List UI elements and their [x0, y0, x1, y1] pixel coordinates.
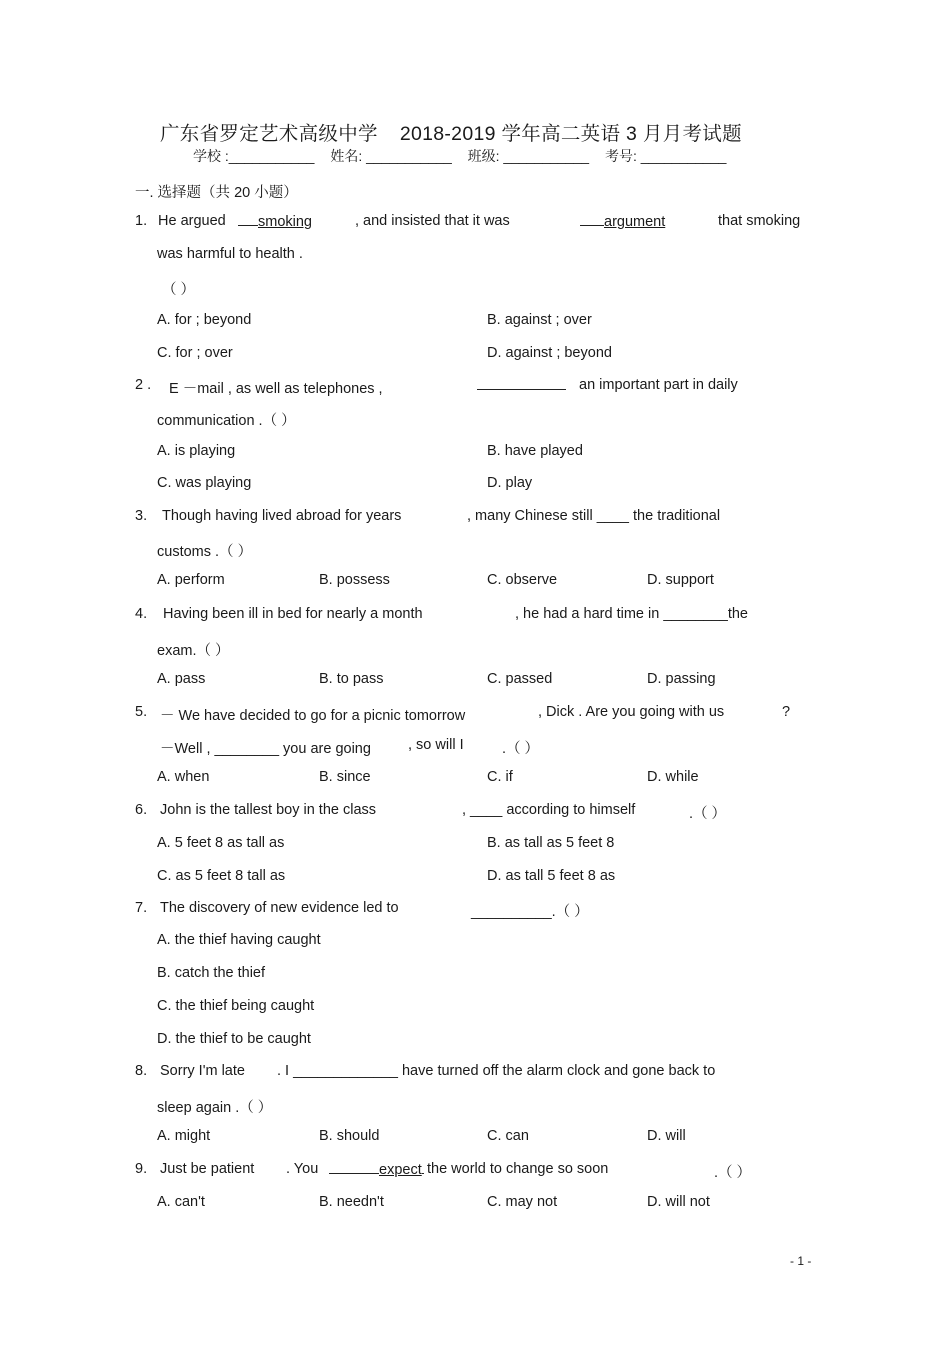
question-3-option-d: D. support: [647, 572, 714, 588]
question-1-text-e: that smoking: [718, 213, 801, 229]
question-1-option-b: B. against ; over: [487, 312, 592, 328]
question-5-line-2c: .（ ）: [502, 741, 540, 757]
question-6-text-b: , ____ according to himself: [462, 802, 636, 818]
question-1-text-a: He argued: [158, 213, 226, 229]
question-8-line-2: sleep again .（ ）: [157, 1100, 273, 1116]
question-1-option-d: D. against ; beyond: [487, 345, 612, 361]
question-3-option-b: B. possess: [319, 572, 390, 588]
question-1-word-argument: argument: [604, 214, 666, 230]
title-school: 广东省罗定艺术高级中学: [160, 123, 378, 145]
question-8-option-d: D. will: [647, 1128, 686, 1144]
question-9-text-e: .（ ）: [714, 1165, 752, 1181]
question-7-option-c: C. the thief being caught: [157, 998, 315, 1014]
page-number: - 1 -: [790, 1254, 812, 1268]
question-6-option-a: A. 5 feet 8 as tall as: [157, 835, 285, 851]
question-5-number: 5.: [135, 704, 148, 720]
question-7-option-a: A. the thief having caught: [157, 932, 321, 948]
question-2-number: 2 .: [135, 377, 152, 393]
question-9-option-c: C. may not: [487, 1194, 558, 1210]
question-3-text-a: Though having lived abroad for years: [162, 508, 402, 524]
question-7-number: 7.: [135, 900, 148, 916]
question-8-text-a: Sorry I'm late: [160, 1063, 245, 1079]
question-5-line-2a: －Well , ________ you are going: [160, 741, 371, 757]
question-4-option-a: A. pass: [157, 671, 206, 687]
question-3-number: 3.: [135, 508, 148, 524]
student-info-line: [193, 146, 726, 166]
question-8-number: 8.: [135, 1063, 148, 1079]
question-4-text-b: , he had a hard time in ________the: [515, 606, 748, 622]
question-7-option-d: D. the thief to be caught: [157, 1031, 311, 1047]
question-9-option-a: A. can't: [157, 1194, 205, 1210]
question-9-text-d: the world to change so soon: [427, 1161, 609, 1177]
question-5-text-a: － We have decided to go for a picnic tomorrow: [160, 708, 466, 724]
question-6-option-d: D. as tall 5 feet 8 as: [487, 868, 616, 884]
question-1-number: 1.: [135, 213, 148, 229]
question-8-text-b: . I _____________ have turned off the alarm clock and gone back to: [277, 1063, 716, 1079]
question-5-option-a: A. when: [157, 769, 210, 785]
question-2-text-a: E －mail , as well as telephones ,: [169, 381, 383, 397]
question-2-blank: [477, 377, 566, 394]
question-9-text-b: . You: [286, 1161, 319, 1177]
question-6-number: 6.: [135, 802, 148, 818]
question-5-option-d: D. while: [647, 769, 699, 785]
question-1-text-c: , and insisted that it was: [355, 213, 510, 229]
question-6-option-c: C. as 5 feet 8 tall as: [157, 868, 286, 884]
question-1-option-a: A. for ; beyond: [157, 312, 252, 328]
id-field: 考号: ___________: [604, 148, 727, 164]
question-5-line-2b: , so will I: [408, 737, 464, 753]
question-9-blank: [329, 1161, 424, 1178]
question-2-option-a: A. is playing: [157, 443, 236, 459]
question-4-option-d: D. passing: [647, 671, 716, 687]
question-1-option-c: C. for ; over: [157, 345, 233, 361]
question-9-word-expect: expect: [379, 1162, 422, 1178]
question-1-blank-2: [580, 213, 665, 230]
question-4-option-b: B. to pass: [319, 671, 384, 687]
question-5-option-c: C. if: [487, 769, 513, 785]
question-2-option-d: D. play: [487, 475, 533, 491]
question-6-text-a: John is the tallest boy in the class: [160, 802, 377, 818]
section-title: 一. 选择题（共 20 小题）: [135, 185, 298, 201]
question-5-option-b: B. since: [319, 769, 371, 785]
name-field: 姓名: ___________: [330, 148, 452, 164]
question-6-option-b: B. as tall as 5 feet 8: [487, 835, 615, 851]
question-4-number: 4.: [135, 606, 148, 622]
question-4-line-2: exam.（ ）: [157, 643, 230, 659]
question-7-text-a: The discovery of new evidence led to: [160, 900, 399, 916]
question-4-text-a: Having been ill in bed for nearly a month: [163, 606, 423, 622]
question-9-number: 9.: [135, 1161, 148, 1177]
question-6-text-c: .（ ）: [689, 806, 727, 822]
question-2-option-c: C. was playing: [157, 475, 252, 491]
question-3-line-2: customs .（ ）: [157, 544, 253, 560]
question-2-option-b: B. have played: [487, 443, 583, 459]
question-3-text-b: , many Chinese still ____ the traditional: [467, 508, 721, 524]
page-title: [160, 118, 742, 146]
question-9-option-b: B. needn't: [319, 1194, 384, 1210]
question-8-option-b: B. should: [319, 1128, 380, 1144]
question-3-option-a: A. perform: [157, 572, 225, 588]
question-1-answer-paren: （ ）: [162, 282, 196, 298]
question-5-text-c: ?: [782, 704, 791, 720]
question-4-option-c: C. passed: [487, 671, 553, 687]
question-7-option-b: B. catch the thief: [157, 965, 266, 981]
question-5-text-b: , Dick . Are you going with us: [538, 704, 725, 720]
question-8-option-c: C. can: [487, 1128, 529, 1144]
question-1-line-2: was harmful to health .: [157, 246, 303, 262]
title-exam: 2018-2019 学年高二英语 3 月月考试题: [399, 123, 742, 145]
question-2-line-2: communication .（ ）: [157, 413, 296, 429]
question-2-text-b: an important part in daily: [579, 377, 738, 393]
class-field: 班级: ___________: [467, 148, 590, 164]
question-1-blank-1: [238, 213, 312, 230]
question-8-option-a: A. might: [157, 1128, 211, 1144]
question-3-option-c: C. observe: [487, 572, 558, 588]
question-9-option-d: D. will not: [647, 1194, 710, 1210]
question-9-text-a: Just be patient: [160, 1161, 255, 1177]
school-field: 学校 :___________: [193, 148, 315, 164]
question-1-word-smoking: smoking: [258, 214, 312, 230]
question-7-text-b: __________.（ ）: [471, 904, 589, 920]
